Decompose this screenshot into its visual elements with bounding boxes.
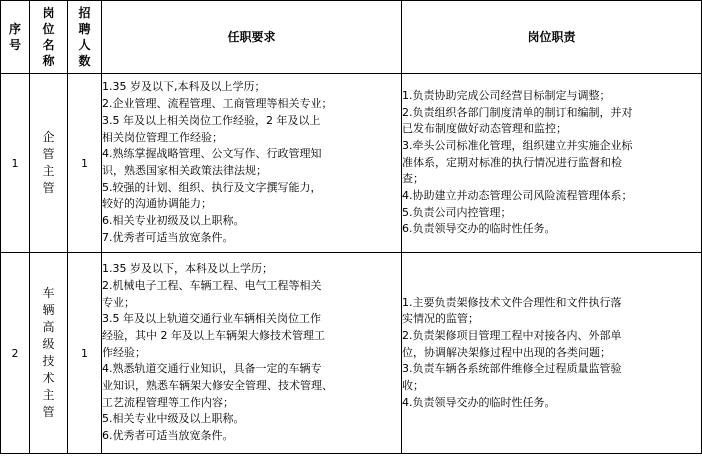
header-char: 人 <box>78 38 91 52</box>
header-char: 位 <box>42 22 55 36</box>
requirement-line: 工艺流程管理等工作内容； <box>102 395 234 409</box>
header-char: 号 <box>8 38 21 52</box>
duty-line: 2.负责组织各部门制度清单的制订和编制，并对 <box>402 105 633 119</box>
header-count <box>68 1 102 74</box>
duty-line: 2.负责架修项目管理工程中对接各内、外部单 <box>402 328 622 342</box>
requirement-line: 6.相关专业初级及以上职称。 <box>102 214 245 228</box>
duty-line: 5.负责公司内控管理； <box>402 205 512 219</box>
requirement-line: 5.较强的计划、组织、执行及文字撰写能力， <box>102 180 322 194</box>
position-char: 管 <box>42 405 55 419</box>
duty-line: 3.负责车辆各系统部件维修全过程质量监管验 <box>402 362 622 376</box>
duty-line: 收； <box>402 379 424 393</box>
table-row <box>1 253 702 454</box>
row-index: 2 <box>1 253 30 454</box>
row-index: 1 <box>1 74 30 253</box>
requirement-line: 2.企业管理、流程管理、工商管理等相关专业； <box>102 97 333 111</box>
position-char: 企 <box>42 130 55 144</box>
position-char: 高 <box>42 320 55 334</box>
duty-line: 6.负责领导交办的临时性任务。 <box>402 222 556 236</box>
row-position <box>30 74 68 253</box>
requirement-line: 1.35 岁及以下，本科及以上学历； <box>102 262 273 276</box>
requirement-line: 3.5 年及以上轨道交通行业车辆相关岗位工作 <box>102 312 321 326</box>
table-row <box>1 74 702 253</box>
row-requirements <box>102 253 402 454</box>
position-char: 术 <box>42 371 55 385</box>
requirement-line: 专业； <box>102 295 135 309</box>
position-char: 管 <box>42 181 55 195</box>
position-char: 级 <box>42 337 55 351</box>
duty-line: 位，协调解决架修过程中出现的各类问题； <box>402 345 611 359</box>
duty-line: 实情况的监管； <box>402 312 479 326</box>
requirement-line: 作经验； <box>102 345 146 359</box>
row-count: 1 <box>68 253 102 454</box>
duty-line: 4.负责领导交办的临时性任务。 <box>402 395 556 409</box>
position-char: 车 <box>42 286 55 300</box>
row-duties <box>402 74 702 253</box>
row-duties <box>402 253 702 454</box>
header-char: 招 <box>78 6 91 20</box>
duty-line: 1.负责协助完成公司经营目标制定与调整； <box>402 88 611 102</box>
requirement-line: 1.35 岁及以下,本科及以上学历； <box>102 80 266 94</box>
row-requirements <box>102 74 402 253</box>
requirement-line: 较好的沟通协调能力； <box>102 197 212 211</box>
requirement-line: 2.机械电子工程、车辆工程、电气工程等相关 <box>102 278 322 292</box>
requirement-line: 相关岗位管理工作经验； <box>102 130 223 144</box>
header-char: 名 <box>42 38 55 52</box>
header-duties: 岗位职责 <box>402 1 702 74</box>
position-char: 主 <box>42 164 55 178</box>
duty-line: 已发布制度做好动态管理和监控； <box>402 122 567 136</box>
position-char: 辆 <box>42 303 55 317</box>
row-position <box>30 253 68 454</box>
header-char: 称 <box>42 54 55 68</box>
requirement-line: 4.熟悉轨道交通行业知识，具备一定的车辆专 <box>102 362 322 376</box>
requirement-line: 4.熟练掌握战略管理、公文写作、行政管理知 <box>102 147 322 161</box>
requirement-line: 5.相关专业中级及以上职称。 <box>102 412 245 426</box>
requirement-line: 业知识，熟悉车辆架大修安全管理、技术管理、 <box>102 379 333 393</box>
header-requirements: 任职要求 <box>102 1 402 74</box>
header-char: 岗 <box>42 6 55 20</box>
requirement-line: 3.5 年及以上相关岗位工作经验，2 年及以上 <box>102 113 321 127</box>
position-char: 技 <box>42 354 55 368</box>
header-position <box>30 1 68 74</box>
position-char: 管 <box>42 147 55 161</box>
header-char: 聘 <box>78 22 91 36</box>
header-index <box>1 1 30 74</box>
header-char: 序 <box>8 22 21 36</box>
duty-line: 4.协助建立并动态管理公司风险流程管理体系； <box>402 189 633 203</box>
requirement-line: 识，熟悉国家相关政策法律法规； <box>102 164 267 177</box>
duty-line: 1.主要负责架修技术文件合理性和文件执行落 <box>402 295 622 309</box>
requirement-line: 7.优秀者可适当放宽条件。 <box>102 230 234 244</box>
header-char: 数 <box>78 54 91 68</box>
row-count: 1 <box>68 74 102 253</box>
requirement-line: 经验，其中 2 年及以上车辆架大修技术管理工 <box>102 328 325 342</box>
duty-line: 3.牵头公司标准化管理，组织建立并实施企业标 <box>402 138 633 152</box>
position-char: 主 <box>42 388 55 402</box>
requirement-line: 6.优秀者可适当放宽条件。 <box>102 429 234 443</box>
duty-line: 查； <box>402 172 424 186</box>
duty-line: 准体系，定期对标准的执行情况进行监督和检 <box>402 155 622 169</box>
header-row <box>1 1 702 74</box>
